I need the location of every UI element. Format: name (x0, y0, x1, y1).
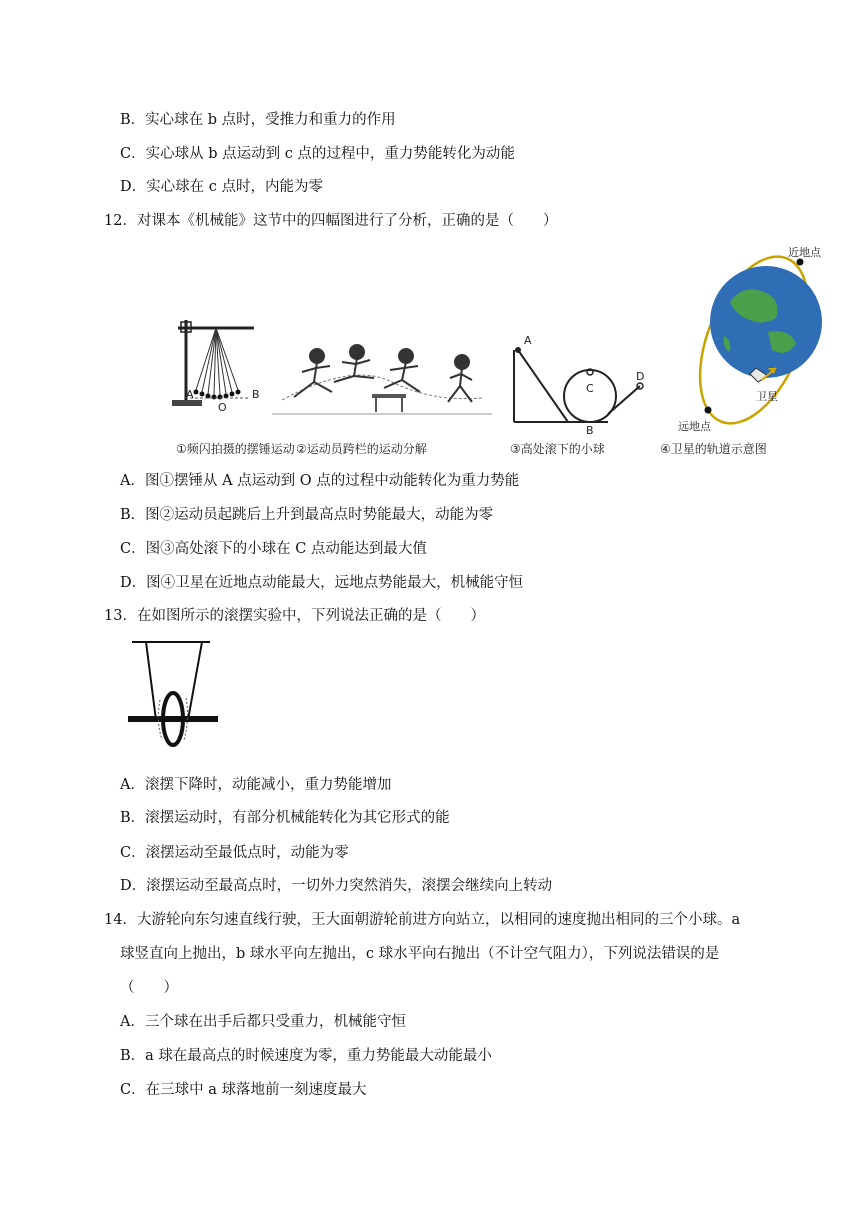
pendulum-label-b: B (252, 388, 260, 401)
track-label-d: D (636, 370, 645, 383)
q14-option-a: A．三个球在出手后都只受重力，机械能守恒 (120, 1014, 406, 1030)
figure-hurdler (272, 342, 492, 422)
orbit-label-far: 远地点 (678, 420, 711, 433)
q12-option-d: D．图④卫星在近地点动能最大，远地点势能最大，机械能守恒 (120, 575, 524, 591)
figure-rolling-ball (508, 330, 658, 438)
q14-stem-line1: 14．大游轮向东匀速直线行驶，王大面朝游轮前进方向站立，以相同的速度抛出相同的三个小球。a (104, 912, 741, 928)
q14-stem-line2: 球竖直向上抛出，b 球水平向左抛出，c 球水平向右抛出（不计空气阻力），下列说法错误的是 (120, 946, 720, 962)
q12-option-b: B．图②运动员起跳后上升到最高点时势能最大，动能为零 (120, 507, 494, 523)
pendulum-label-a: A (186, 388, 194, 401)
q14-option-b: B．a 球在最高点的时候速度为零，重力势能最大动能最小 (120, 1048, 492, 1064)
q11-option-c: C．实心球从 b 点运动到 c 点的过程中，重力势能转化为动能 (120, 146, 515, 162)
q13-stem: 13．在如图所示的滚摆实验中，下列说法正确的是（ ） (104, 608, 485, 624)
q14-stem-line3: （ ） (120, 980, 178, 996)
figure-satellite-orbit (672, 240, 832, 440)
figure-caption-1: ①频闪拍摄的摆锤运动 (176, 442, 295, 456)
q14-option-c: C．在三球中 a 球落地前一刻速度最大 (120, 1082, 367, 1098)
figure-caption-2: ②运动员跨栏的运动分解 (296, 442, 427, 456)
q13-option-a: A．滚摆下降时，动能减小，重力势能增加 (120, 777, 392, 793)
q12-stem: 12．对课本《机械能》这节中的四幅图进行了分析，正确的是（ ） (104, 213, 558, 229)
q12-option-c: C．图③高处滚下的小球在 C 点动能达到最大值 (120, 541, 427, 557)
pendulum-label-o: O (218, 401, 227, 414)
figure-caption-3: ③高处滚下的小球 (510, 442, 605, 456)
orbit-label-satellite: 卫星 (756, 390, 778, 403)
figure-caption-4: ④卫星的轨道示意图 (660, 442, 767, 456)
track-label-c: C (586, 382, 594, 395)
q11-option-d: D．实心球在 c 点时，内能为零 (120, 179, 323, 195)
q11-option-b: B．实心球在 b 点时，受推力和重力的作用 (120, 112, 396, 128)
orbit-label-near: 近地点 (788, 246, 821, 259)
track-label-b: B (586, 424, 594, 437)
figure-pendulum (168, 312, 268, 412)
q12-option-a: A．图①摆锤从 A 点运动到 O 点的过程中动能转化为重力势能 (120, 473, 520, 489)
q13-option-c: C．滚摆运动至最低点时，动能为零 (120, 845, 349, 861)
q13-option-b: B．滚摆运动时，有部分机械能转化为其它形式的能 (120, 810, 450, 826)
track-label-a: A (524, 334, 532, 347)
q13-option-d: D．滚摆运动至最高点时，一切外力突然消失，滚摆会继续向上转动 (120, 878, 553, 894)
figure-maxwell-wheel (126, 636, 222, 748)
